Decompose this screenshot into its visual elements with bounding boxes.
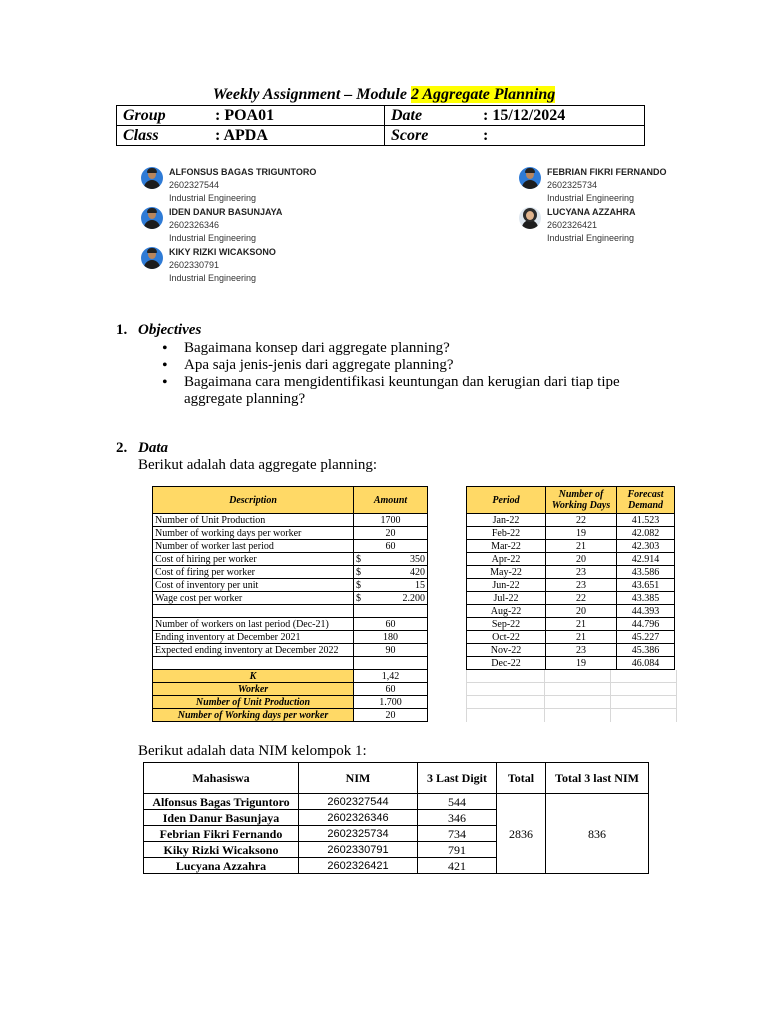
currency-cell: $	[354, 566, 373, 579]
working-days-cell: 20	[546, 605, 617, 618]
title-prefix: Weekly Assignment – Module	[212, 86, 411, 103]
period-cell: Sep-22	[467, 618, 546, 631]
period-row	[467, 605, 675, 618]
description-row	[153, 644, 428, 657]
forecast-demand-header: Forecast Demand	[617, 487, 675, 514]
summary-row	[153, 683, 428, 696]
period-header: Period	[467, 487, 546, 514]
summary-value: 20	[354, 709, 428, 722]
member-nim: 2602326421	[547, 220, 598, 230]
last-digit-cell: 346	[418, 810, 497, 826]
group-value: : POA01	[215, 106, 275, 124]
member-name: LUCYANA AZZAHRA	[547, 207, 636, 217]
description-row	[153, 657, 428, 670]
summary-row	[153, 709, 428, 722]
period-row	[467, 592, 675, 605]
last-digit-header: 3 Last Digit	[418, 763, 497, 794]
student-nim-cell: 2602327544	[299, 794, 418, 810]
working-days-cell: 23	[546, 566, 617, 579]
description-header: Description	[153, 487, 354, 514]
member-name: ALFONSUS BAGAS TRIGUNTORO	[169, 167, 317, 177]
user-avatar-icon	[141, 207, 163, 229]
summary-value: 1,42	[354, 670, 428, 683]
mahasiswa-header: Mahasiswa	[144, 763, 299, 794]
objective-item: • Bagaimana cara mengidentifikasi keuntungan dan kerugian dari tiap tipe aggregate planning?	[162, 374, 642, 408]
user-avatar-icon	[519, 167, 541, 189]
member-dept: Industrial Engineering	[169, 233, 257, 243]
summary-row	[153, 670, 428, 683]
nim-intro-text: Berikut adalah data NIM kelompok 1:	[138, 743, 367, 759]
student-name-cell: Febrian Fikri Fernando	[144, 826, 299, 842]
description-cell: Number of working days per worker	[153, 527, 354, 540]
last-digit-cell: 791	[418, 842, 497, 858]
description-row	[153, 514, 428, 527]
total-header: Total	[497, 763, 546, 794]
member-nim: 2602330791	[169, 260, 220, 270]
period-row	[467, 527, 675, 540]
description-row	[153, 579, 428, 592]
period-row	[467, 657, 675, 670]
student-nim-cell: 2602325734	[299, 826, 418, 842]
currency-cell: $	[354, 579, 373, 592]
amount-cell: 60	[354, 618, 428, 631]
forecast-demand-cell: 42.914	[617, 553, 675, 566]
forecast-demand-cell: 44.393	[617, 605, 675, 618]
date-value: : 15/12/2024	[483, 106, 566, 124]
amount-cell: 1700	[354, 514, 428, 527]
description-cell	[153, 605, 354, 618]
total-3-last-header: Total 3 last NIM	[546, 763, 649, 794]
last-digit-cell: 421	[418, 858, 497, 874]
forecast-demand-cell: 43.651	[617, 579, 675, 592]
period-cell: Jul-22	[467, 592, 546, 605]
period-row	[467, 514, 675, 527]
section-objectives-heading	[116, 322, 201, 339]
forecast-demand-cell: 41.523	[617, 514, 675, 527]
period-row	[467, 553, 675, 566]
description-cell	[153, 657, 354, 670]
forecast-demand-cell: 45.227	[617, 631, 675, 644]
member-name: IDEN DANUR BASUNJAYA	[169, 207, 283, 217]
description-cell: Expected ending inventory at December 2022	[153, 644, 354, 657]
working-days-cell: 19	[546, 657, 617, 670]
student-name-cell: Lucyana Azzahra	[144, 858, 299, 874]
description-cell: Number of workers on last period (Dec-21)	[153, 618, 354, 631]
working-days-header: Number of Working Days	[546, 487, 617, 514]
period-row	[467, 644, 675, 657]
score-value: :	[483, 126, 489, 144]
total-cell: 2836	[497, 794, 546, 874]
amount-cell: 420	[372, 566, 428, 579]
section-number: 2.	[116, 440, 128, 456]
description-cell: Wage cost per worker	[153, 592, 354, 605]
document-title	[0, 86, 768, 104]
summary-value: 1.700	[354, 696, 428, 709]
description-table	[152, 486, 428, 722]
working-days-cell: 21	[546, 618, 617, 631]
working-days-cell: 22	[546, 592, 617, 605]
period-row	[467, 618, 675, 631]
period-cell: Jun-22	[467, 579, 546, 592]
forecast-demand-cell: 46.084	[617, 657, 675, 670]
section-number: 1.	[116, 322, 128, 338]
forecast-demand-cell: 43.385	[617, 592, 675, 605]
member-dept: Industrial Engineering	[547, 193, 635, 203]
description-cell: Number of Unit Production	[153, 514, 354, 527]
member-nim: 2602325734	[547, 180, 598, 190]
group-label: Group	[123, 106, 166, 124]
title-highlight: 2 Aggregate Planning	[410, 86, 556, 103]
summary-label: Number of Working days per worker	[153, 709, 354, 722]
currency-cell: $	[354, 553, 373, 566]
description-row	[153, 540, 428, 553]
member-name: KIKY RIZKI WICAKSONO	[169, 247, 276, 257]
user-avatar-hijab-icon	[519, 207, 541, 229]
amount-cell	[354, 657, 428, 670]
period-table	[466, 486, 675, 670]
description-row	[153, 553, 428, 566]
description-row	[153, 527, 428, 540]
working-days-cell: 23	[546, 644, 617, 657]
description-row	[153, 566, 428, 579]
forecast-demand-cell: 45.386	[617, 644, 675, 657]
empty-grid	[466, 670, 677, 722]
objective-item: • Bagaimana konsep dari aggregate planning?	[162, 340, 642, 357]
forecast-demand-cell: 43.586	[617, 566, 675, 579]
student-name-cell: Iden Danur Basunjaya	[144, 810, 299, 826]
objective-item: • Apa saja jenis-jenis dari aggregate planning?	[162, 357, 642, 374]
forecast-demand-cell: 42.303	[617, 540, 675, 553]
period-row	[467, 579, 675, 592]
member-nim: 2602327544	[169, 180, 220, 190]
period-row	[467, 540, 675, 553]
amount-cell: 2.200	[372, 592, 428, 605]
forecast-demand-cell: 44.796	[617, 618, 675, 631]
description-row	[153, 605, 428, 618]
description-cell: Cost of inventory per unit	[153, 579, 354, 592]
period-cell: Nov-22	[467, 644, 546, 657]
amount-cell: 350	[372, 553, 428, 566]
class-label: Class	[123, 126, 159, 144]
forecast-demand-cell: 42.082	[617, 527, 675, 540]
period-cell: Mar-22	[467, 540, 546, 553]
student-nim-cell: 2602326346	[299, 810, 418, 826]
member-dept: Industrial Engineering	[547, 233, 635, 243]
student-nim-cell: 2602330791	[299, 842, 418, 858]
student-nim-cell: 2602326421	[299, 858, 418, 874]
amount-cell: 90	[354, 644, 428, 657]
period-row	[467, 566, 675, 579]
summary-label: Number of Unit Production	[153, 696, 354, 709]
score-cell	[385, 126, 645, 146]
member-dept: Industrial Engineering	[169, 273, 257, 283]
working-days-cell: 21	[546, 540, 617, 553]
summary-label: K	[153, 670, 354, 683]
amount-cell	[354, 605, 428, 618]
last-digit-cell: 544	[418, 794, 497, 810]
description-row	[153, 618, 428, 631]
class-value: : APDA	[215, 126, 268, 144]
amount-cell: 60	[354, 540, 428, 553]
amount-cell: 15	[372, 579, 428, 592]
working-days-cell: 20	[546, 553, 617, 566]
date-label: Date	[391, 106, 423, 124]
period-cell: Jan-22	[467, 514, 546, 527]
amount-cell: 20	[354, 527, 428, 540]
nim-table	[143, 762, 649, 874]
class-cell	[117, 126, 385, 146]
period-cell: Oct-22	[467, 631, 546, 644]
objectives-list	[162, 340, 642, 408]
member-name: FEBRIAN FIKRI FERNANDO	[547, 167, 667, 177]
working-days-cell: 22	[546, 514, 617, 527]
amount-cell: 180	[354, 631, 428, 644]
last-digit-cell: 734	[418, 826, 497, 842]
working-days-cell: 21	[546, 631, 617, 644]
user-avatar-icon	[141, 167, 163, 189]
description-row	[153, 631, 428, 644]
section-title: Data	[138, 440, 168, 456]
summary-row	[153, 696, 428, 709]
user-avatar-icon	[141, 247, 163, 269]
description-cell: Number of worker last period	[153, 540, 354, 553]
total-3-last-cell: 836	[546, 794, 649, 874]
summary-label: Worker	[153, 683, 354, 696]
period-cell: May-22	[467, 566, 546, 579]
date-cell	[385, 106, 645, 126]
period-cell: Feb-22	[467, 527, 546, 540]
member-dept: Industrial Engineering	[169, 193, 257, 203]
period-row	[467, 631, 675, 644]
section-data-heading	[116, 440, 168, 457]
period-cell: Aug-22	[467, 605, 546, 618]
student-name-cell: Alfonsus Bagas Triguntoro	[144, 794, 299, 810]
description-row	[153, 592, 428, 605]
period-cell: Apr-22	[467, 553, 546, 566]
score-label: Score	[391, 126, 429, 144]
working-days-cell: 23	[546, 579, 617, 592]
description-cell: Cost of firing per worker	[153, 566, 354, 579]
period-cell: Dec-22	[467, 657, 546, 670]
member-nim: 2602326346	[169, 220, 220, 230]
amount-header: Amount	[354, 487, 428, 514]
description-cell: Cost of hiring per worker	[153, 553, 354, 566]
group-cell	[117, 106, 385, 126]
currency-cell: $	[354, 592, 373, 605]
section-title: Objectives	[138, 322, 202, 338]
assignment-info-table	[116, 105, 645, 146]
summary-value: 60	[354, 683, 428, 696]
student-name-cell: Kiky Rizki Wicaksono	[144, 842, 299, 858]
nim-header: NIM	[299, 763, 418, 794]
description-cell: Ending inventory at December 2021	[153, 631, 354, 644]
working-days-cell: 19	[546, 527, 617, 540]
data-intro-text: Berikut adalah data aggregate planning:	[138, 457, 378, 473]
student-row	[144, 794, 649, 810]
